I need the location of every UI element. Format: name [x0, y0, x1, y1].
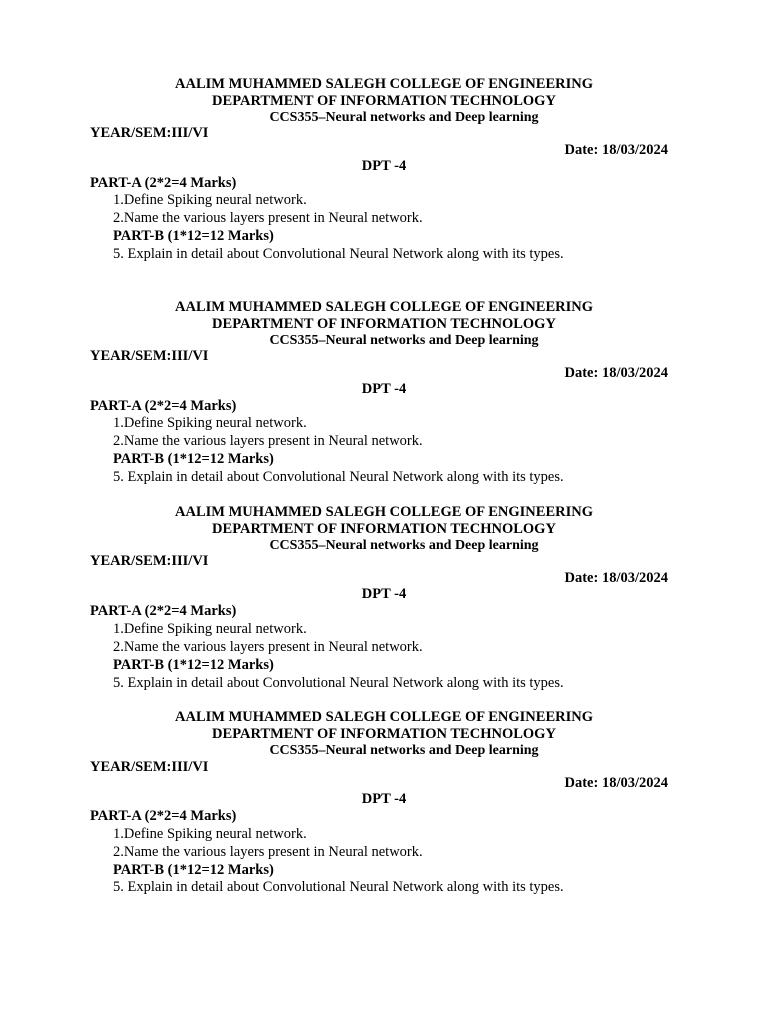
department-name: DEPARTMENT OF INFORMATION TECHNOLOGY	[212, 521, 556, 537]
part-b-heading: PART-B (1*12=12 Marks)	[113, 228, 274, 244]
part-a-heading: PART-A (2*2=4 Marks)	[90, 175, 237, 191]
question-2: 2.Name the various layers present in Neural network.	[113, 433, 423, 449]
question-5: 5. Explain in detail about Convolutional Neural Network along with its types.	[113, 246, 564, 262]
dpt-number: DPT -4	[361, 158, 407, 174]
question-2: 2.Name the various layers present in Neural network.	[113, 844, 423, 860]
course-title: CCS355–Neural networks and Deep learning	[269, 538, 539, 553]
college-name: AALIM MUHAMMED SALEGH COLLEGE OF ENGINEERING	[175, 504, 593, 520]
question-1: 1.Define Spiking neural network.	[113, 826, 307, 842]
part-a-heading: PART-A (2*2=4 Marks)	[90, 808, 237, 824]
department-name: DEPARTMENT OF INFORMATION TECHNOLOGY	[212, 726, 556, 742]
department-name: DEPARTMENT OF INFORMATION TECHNOLOGY	[212, 93, 556, 109]
part-b-heading: PART-B (1*12=12 Marks)	[113, 657, 274, 673]
exam-date: Date: 18/03/2024	[564, 142, 668, 158]
college-name: AALIM MUHAMMED SALEGH COLLEGE OF ENGINEERING	[175, 709, 593, 725]
dpt-number: DPT -4	[361, 791, 407, 807]
part-a-heading: PART-A (2*2=4 Marks)	[90, 603, 237, 619]
dpt-number: DPT -4	[361, 381, 407, 397]
exam-date: Date: 18/03/2024	[564, 570, 668, 586]
part-b-heading: PART-B (1*12=12 Marks)	[113, 451, 274, 467]
exam-date: Date: 18/03/2024	[564, 365, 668, 381]
year-sem: YEAR/SEM:III/VI	[90, 759, 209, 775]
part-b-heading: PART-B (1*12=12 Marks)	[113, 862, 274, 878]
question-2: 2.Name the various layers present in Neural network.	[113, 639, 423, 655]
course-title: CCS355–Neural networks and Deep learning	[269, 110, 539, 125]
college-name: AALIM MUHAMMED SALEGH COLLEGE OF ENGINEERING	[175, 76, 593, 92]
question-1: 1.Define Spiking neural network.	[113, 415, 307, 431]
college-name: AALIM MUHAMMED SALEGH COLLEGE OF ENGINEERING	[175, 299, 593, 315]
year-sem: YEAR/SEM:III/VI	[90, 553, 209, 569]
question-2: 2.Name the various layers present in Neural network.	[113, 210, 423, 226]
question-5: 5. Explain in detail about Convolutional Neural Network along with its types.	[113, 879, 564, 895]
department-name: DEPARTMENT OF INFORMATION TECHNOLOGY	[212, 316, 556, 332]
question-1: 1.Define Spiking neural network.	[113, 192, 307, 208]
year-sem: YEAR/SEM:III/VI	[90, 348, 209, 364]
year-sem: YEAR/SEM:III/VI	[90, 125, 209, 141]
part-a-heading: PART-A (2*2=4 Marks)	[90, 398, 237, 414]
exam-date: Date: 18/03/2024	[564, 775, 668, 791]
question-5: 5. Explain in detail about Convolutional Neural Network along with its types.	[113, 675, 564, 691]
course-title: CCS355–Neural networks and Deep learning	[269, 333, 539, 348]
question-5: 5. Explain in detail about Convolutional Neural Network along with its types.	[113, 469, 564, 485]
course-title: CCS355–Neural networks and Deep learning	[269, 743, 539, 758]
question-1: 1.Define Spiking neural network.	[113, 621, 307, 637]
dpt-number: DPT -4	[361, 586, 407, 602]
